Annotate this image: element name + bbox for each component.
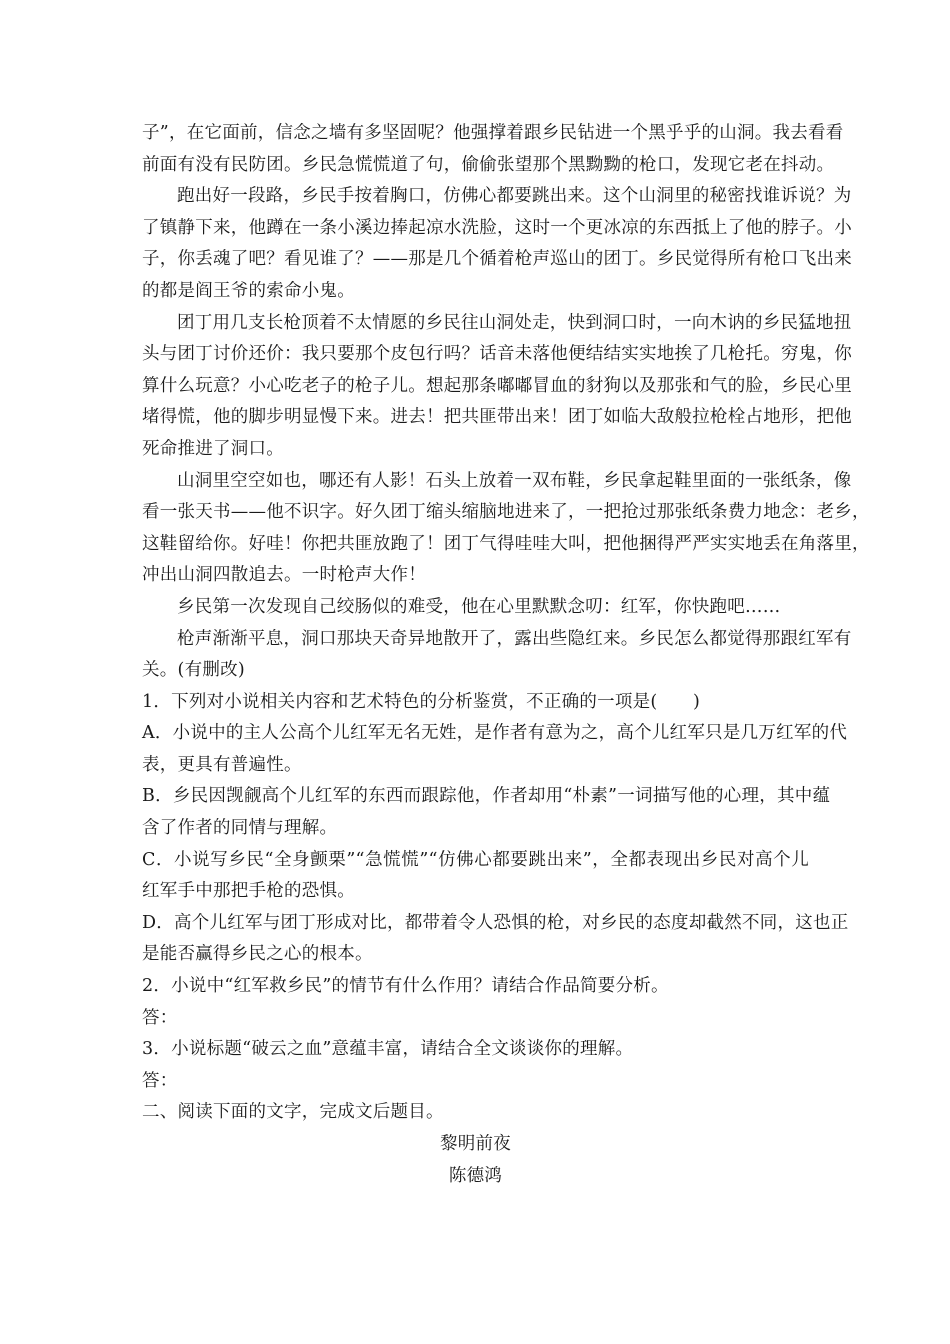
document-body xyxy=(142,118,870,1192)
story-line: 前面有没有民防团。乡民急慌慌道了句，偷偷张望那个黑黝黝的枪口，发现它老在抖动。 xyxy=(142,154,835,175)
option-d: 是能否赢得乡民之心的根本。 xyxy=(142,944,373,965)
story-line: 枪声渐渐平息，洞口那块天奇异地散开了，露出些隐红来。乡民怎么都觉得那跟红军有 xyxy=(177,628,852,649)
story-line: 算什么玩意？小心吃老子的枪子儿。想起那条嘟嘟冒血的豺狗以及那张和气的脸，乡民心里 xyxy=(142,375,852,396)
article-title: 黎明前夜 xyxy=(440,1134,511,1154)
story-line: 团丁用几支长枪顶着不太情愿的乡民往山洞处走，快到洞口时，一向木讷的乡民猛地扭 xyxy=(177,312,852,333)
article-author: 陈德鸿 xyxy=(448,1165,503,1186)
option-b: B．乡民因觊觎高个儿红军的东西而跟踪他，作者却用“朴素”一词描写他的心理，其中蕴 xyxy=(142,786,831,807)
story-line: 死命推进了洞口。 xyxy=(142,438,284,459)
answer-label: 答： xyxy=(142,1070,178,1091)
story-line: 乡民第一次发现自己绞肠似的难受，他在心里默默念叨：红军，你快跑吧…… xyxy=(177,596,781,617)
story-line: 的都是阎王爷的索命小鬼。 xyxy=(142,280,355,301)
story-line: 看一张天书——他不识字。好久团丁缩头缩脑地进来了，一把抢过那张纸条费力地念：老乡， xyxy=(142,502,870,523)
story-line: 子，你丢魂了吧？看见谁了？——那是几个循着枪声巡山的团丁。乡民觉得所有枪口飞出来 xyxy=(142,249,852,270)
story-line: 堵得慌，他的脚步明显慢下来。进去！把共匪带出来！团丁如临大敌般拉枪栓占地形，把他 xyxy=(142,407,852,428)
story-line: 子”，在它面前，信念之墙有多坚固呢？他强撑着跟乡民钻进一个黑乎乎的山洞。我去看看 xyxy=(142,123,844,143)
story-line: 头与团丁讨价还价：我只要那个皮包行吗？话音未落他便结结实实地挨了几枪托。穷鬼，你 xyxy=(142,344,852,365)
option-a: A．小说中的主人公高个儿红军无名无姓，是作者有意为之，高个儿红军只是几万红军的代 xyxy=(142,723,848,744)
question-1: 1．下列对小说相关内容和艺术特色的分析鉴赏，不正确的一项是( ) xyxy=(142,691,701,712)
option-d: D．高个儿红军与团丁形成对比，都带着令人恐惧的枪，对乡民的态度却截然不同，这也正 xyxy=(142,912,849,933)
story-line: 山洞里空空如也，哪还有人影！石头上放着一双布鞋，乡民拿起鞋里面的一张纸条，像 xyxy=(177,470,852,491)
question-3: 3．小说标题“破云之血”意蕴丰富，请结合全文谈谈你的理解。 xyxy=(142,1039,634,1060)
story-line: 了镇静下来，他蹲在一条小溪边捧起凉水洗脸，这时一个更冰凉的东西抵上了他的脖子。小 xyxy=(142,217,852,238)
question-2: 2．小说中“红军救乡民”的情节有什么作用？请结合作品简要分析。 xyxy=(142,976,669,997)
section-heading: 二、阅读下面的文字，完成文后题目。 xyxy=(142,1102,444,1123)
answer-label: 答： xyxy=(142,1007,178,1028)
story-line: 冲出山洞四散追去。一时枪声大作！ xyxy=(142,565,426,586)
option-c: C．小说写乡民“全身颤栗”“急慌慌”“仿佛心都要跳出来”，全都表现出乡民对高个儿 xyxy=(142,849,809,870)
story-line: 这鞋留给你。好哇！你把共匪放跑了！团丁气得哇哇大叫，把他捆得严严实实地丢在角落里， xyxy=(142,533,870,554)
story-line: 关。(有删改) xyxy=(142,660,245,681)
option-b: 含了作者的同情与理解。 xyxy=(142,818,338,839)
story-line: 跑出好一段路，乡民手按着胸口，仿佛心都要跳出来。这个山洞里的秘密找谁诉说？为 xyxy=(177,186,852,207)
option-c: 红军手中那把手枪的恐惧。 xyxy=(142,881,355,902)
option-a: 表，更具有普遍性。 xyxy=(142,754,302,775)
